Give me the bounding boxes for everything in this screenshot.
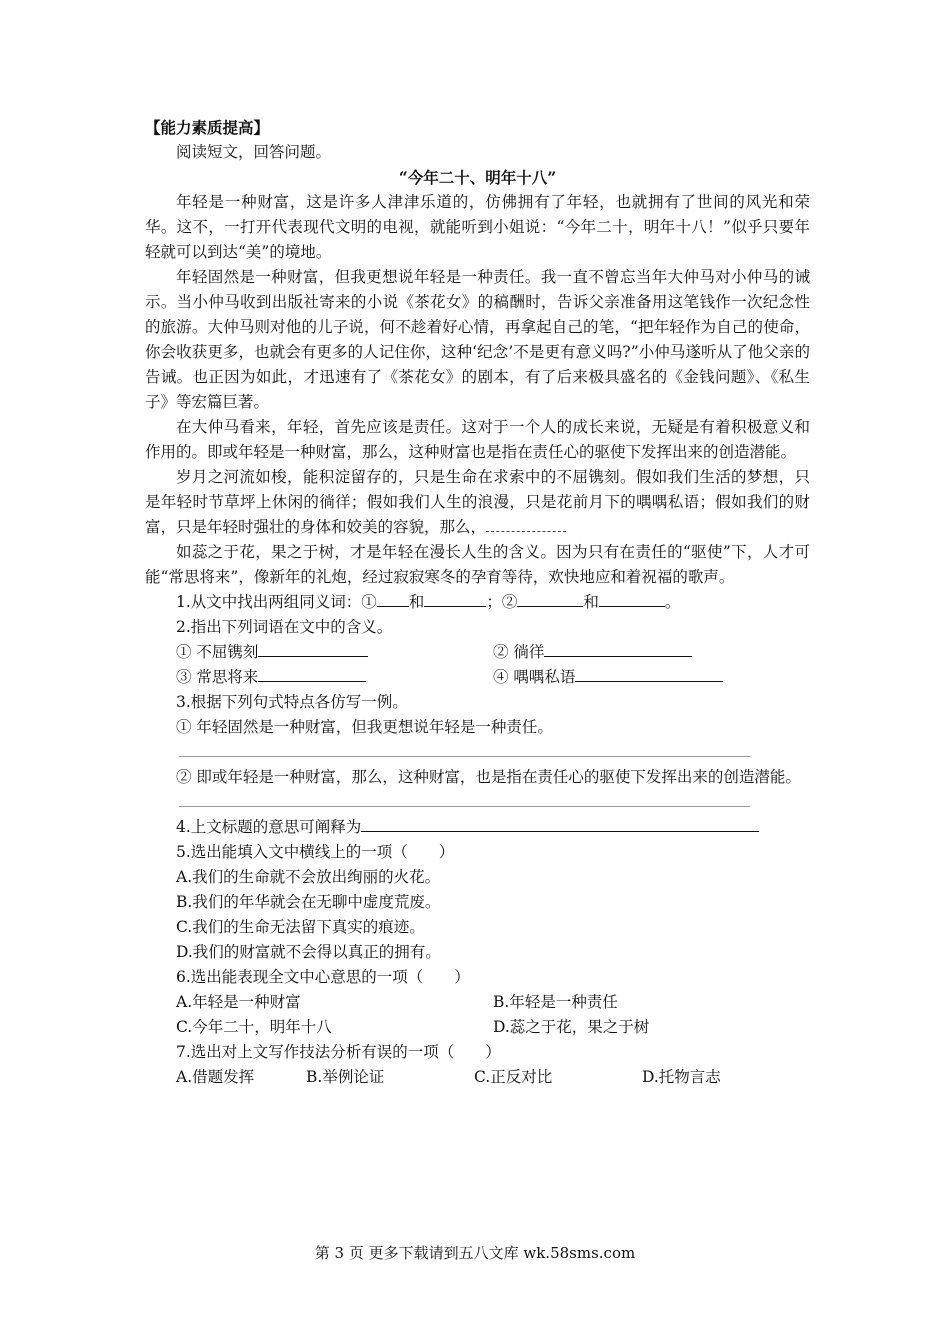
essay-paragraph: 在大仲马看来，年轻，首先应该是责任。这对于一个人的成长来说，无疑是有着积极意义和作用的。即或年轻是一种财富，那么，这种财富也是指在责任心的驱使下发挥出来的创造潜能。: [145, 418, 810, 461]
q2-item: ② 徜徉: [493, 643, 545, 661]
q1-end: 。: [664, 593, 681, 611]
q1-and: 和: [408, 593, 425, 611]
answer-blank[interactable]: [361, 815, 759, 832]
q3-sentence-2: ② 即或年轻是一种财富，那么，这种财富，也是指在责任心的驱使下发挥出来的创造潜能。: [176, 768, 801, 786]
option[interactable]: B.举例论证: [306, 1068, 385, 1086]
answer-blank[interactable]: [377, 590, 409, 607]
option[interactable]: C.我们的生命无法留下真实的痕迹。: [176, 918, 425, 936]
fill-blank[interactable]: [486, 517, 566, 532]
answer-blank[interactable]: [517, 590, 583, 607]
option[interactable]: B.我们的年华就会在无聊中虚度荒废。: [176, 893, 441, 911]
question-2-row: [145, 665, 810, 690]
q2-item: ④ 喁喁私语: [493, 668, 576, 686]
option[interactable]: A.年轻是一种财富: [176, 993, 301, 1011]
answer-blank[interactable]: [424, 590, 486, 607]
question-6-row: [145, 1015, 810, 1040]
essay-paragraph-with-blank: [145, 465, 810, 540]
q2-item: ① 不屈镌刻: [176, 643, 259, 661]
option[interactable]: D.蕊之于花，果之于树: [493, 1018, 650, 1036]
answer-blank[interactable]: [258, 665, 366, 682]
essay-paragraph: 如蕊之于花，果之于树，才是年轻在漫长人生的含义。因为只有在责任的“驱使”下，人才可能“常思将来”，像新年的礼炮，经过寂寂寒冬的孕育等待，欢快地应和着祝福的歌声。: [145, 543, 810, 586]
option[interactable]: D.我们的财富就不会得以真正的拥有。: [176, 943, 441, 961]
section-heading: 【能力素质提高】: [145, 118, 270, 137]
question-7-text: 7.选出对上文写作技法分析有误的一项（ ）: [176, 1043, 501, 1061]
essay-title: “今年二十、明年十八”: [398, 168, 557, 187]
question-7-row: [145, 1065, 810, 1090]
answer-blank[interactable]: [599, 590, 665, 607]
answer-line[interactable]: [145, 790, 810, 815]
question-1: [145, 590, 810, 615]
question-6-text: 6.选出能表现全文中心意思的一项（ ）: [176, 968, 470, 986]
answer-blank[interactable]: [258, 640, 368, 657]
essay-paragraph: 岁月之河流如梭，能积淀留存的，只是生命在求索中的不屈镌刻。假如我们生活的梦想，只是年轻时节草坪上休闲的徜徉；假如我们人生的浪漫，只是花前月下的喁喁私语；假如我们的财富，只是年轻时强壮的身体和姣美的容貌，那么，: [145, 468, 810, 536]
question-6-row: [145, 990, 810, 1015]
answer-line[interactable]: [145, 740, 810, 765]
question-4-text: 4.上文标题的意思可阐释为: [176, 818, 362, 836]
instruction: 阅读短文，回答问题。: [176, 143, 332, 161]
option[interactable]: A.我们的生命就不会放出绚丽的火花。: [176, 868, 441, 886]
essay-paragraph: 年轻固然是一种财富，但我更想说年轻是一种责任。我一直不曾忘当年大仲马对小仲马的诫示。当小仲马收到出版社寄来的小说《茶花女》的稿酬时，告诉父亲准备用这笔钱作一次纪念性的旅游。大仲马则对他的儿子说，何不趁着好心情，再拿起自己的笔，“把年轻作为自己的使命，你会收获更多，也就会有更多的人记住你，这种‘纪念’不是更有意义吗?”小仲马遂听从了他父亲的告诫。也正因为如此，才迅速有了《茶花女》的剧本，有了后来极具盛名的《金钱问题》、《私生子》等宏篇巨著。: [145, 268, 810, 411]
question-1-text: 1.从文中找出两组同义词：①: [176, 593, 377, 611]
q1-sep: ；②: [486, 593, 518, 611]
option[interactable]: B.年轻是一种责任: [493, 993, 618, 1011]
q3-sentence-1: ① 年轻固然是一种财富，但我更想说年轻是一种责任。: [176, 718, 553, 736]
option[interactable]: C.今年二十，明年十八: [176, 1018, 332, 1036]
question-5-text: 5.选出能填入文中横线上的一项（ ）: [176, 843, 455, 861]
option[interactable]: A.借题发挥: [176, 1068, 255, 1086]
q2-item: ③ 常思将来: [176, 668, 259, 686]
worksheet: [145, 115, 810, 1090]
option[interactable]: C.正反对比: [474, 1068, 553, 1086]
answer-blank[interactable]: [544, 640, 692, 657]
question-2-text: 2.指出下列词语在文中的含义。: [176, 618, 393, 636]
question-3-text: 3.根据下列句式特点各仿写一例。: [176, 693, 408, 711]
answer-blank[interactable]: [575, 665, 723, 682]
option[interactable]: D.托物言志: [642, 1068, 721, 1086]
essay-paragraph: 年轻是一种财富，这是许多人津津乐道的，仿佛拥有了年轻，也就拥有了世间的风光和荣华。这不，一打开代表现代文明的电视，就能听到小姐说：“今年二十，明年十八！”似乎只要年轻就可以到达“美”的境地。: [145, 193, 810, 261]
q1-and: 和: [583, 593, 599, 611]
question-2-row: [145, 640, 810, 665]
page-footer: 第 3 页 更多下载请到五八文库 wk.58sms.com: [314, 1244, 636, 1262]
question-4: [145, 815, 810, 840]
